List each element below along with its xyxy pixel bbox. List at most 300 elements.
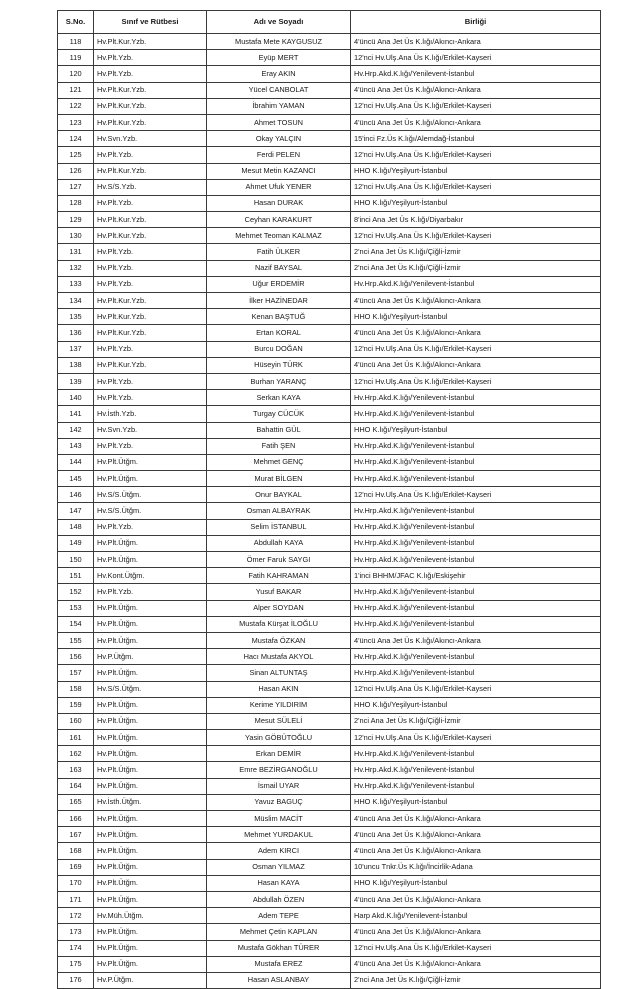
row-rank: Hv.Plt.Yzb. bbox=[94, 50, 207, 66]
row-number: 122 bbox=[58, 98, 94, 114]
row-name: Emre BEZİRGANOĞLU bbox=[207, 762, 351, 778]
row-rank: Hv.Plt.Ütğm. bbox=[94, 891, 207, 907]
row-name: Bahattin GÜL bbox=[207, 422, 351, 438]
row-rank: Hv.Plt.Ütğm. bbox=[94, 697, 207, 713]
table-row bbox=[58, 616, 601, 632]
row-number: 129 bbox=[58, 212, 94, 228]
row-name: Müslim MACİT bbox=[207, 811, 351, 827]
row-number: 150 bbox=[58, 552, 94, 568]
table-row bbox=[58, 778, 601, 794]
row-rank: Hv.Plt.Yzb. bbox=[94, 373, 207, 389]
row-unit: 4'üncü Ana Jet Üs K.lığı/Akıncı-Ankara bbox=[351, 82, 601, 98]
row-unit: 4'üncü Ana Jet Üs K.lığı/Akıncı-Ankara bbox=[351, 811, 601, 827]
row-number: 173 bbox=[58, 924, 94, 940]
row-name: Serkan KAYA bbox=[207, 390, 351, 406]
row-rank: Hv.Plt.Ütğm. bbox=[94, 875, 207, 891]
table-row bbox=[58, 762, 601, 778]
table-row bbox=[58, 972, 601, 988]
table-row bbox=[58, 891, 601, 907]
row-rank: Hv.Plt.Kur.Yzb. bbox=[94, 163, 207, 179]
personnel-table bbox=[57, 10, 601, 989]
row-name: Ferdi PELEN bbox=[207, 147, 351, 163]
row-unit: 8'inci Ana Jet Üs K.lığı/Diyarbakır bbox=[351, 212, 601, 228]
row-number: 149 bbox=[58, 535, 94, 551]
row-unit: 2'nci Ana Jet Üs K.lığı/Çiğli-İzmir bbox=[351, 972, 601, 988]
row-unit: 12'nci Hv.Ulş.Ana Üs K.lığı/Erkilet-Kayseri bbox=[351, 730, 601, 746]
row-number: 155 bbox=[58, 632, 94, 648]
row-rank: Hv.Plt.Kur.Yzb. bbox=[94, 114, 207, 130]
row-name: Mustafa Mete KAYGUSUZ bbox=[207, 34, 351, 50]
table-row bbox=[58, 34, 601, 50]
table-row bbox=[58, 163, 601, 179]
table-row bbox=[58, 471, 601, 487]
row-rank: Hv.Plt.Ütğm. bbox=[94, 843, 207, 859]
row-number: 175 bbox=[58, 956, 94, 972]
row-number: 119 bbox=[58, 50, 94, 66]
row-name: Mehmet GENÇ bbox=[207, 454, 351, 470]
row-number: 151 bbox=[58, 568, 94, 584]
header-row bbox=[58, 11, 601, 34]
row-unit: HHO K.lığı/Yeşilyurt-İstanbul bbox=[351, 875, 601, 891]
row-unit: 2'nci Ana Jet Üs K.lığı/Çiğli-İzmir bbox=[351, 244, 601, 260]
row-name: Mesut SÜLELİ bbox=[207, 713, 351, 729]
row-number: 138 bbox=[58, 357, 94, 373]
row-name: Ertan KORAL bbox=[207, 325, 351, 341]
row-number: 127 bbox=[58, 179, 94, 195]
row-number: 169 bbox=[58, 859, 94, 875]
row-rank: Hv.Plt.Ütğm. bbox=[94, 730, 207, 746]
table-row bbox=[58, 341, 601, 357]
row-number: 158 bbox=[58, 681, 94, 697]
row-number: 157 bbox=[58, 665, 94, 681]
row-rank: Hv.Plt.Ütğm. bbox=[94, 746, 207, 762]
table-row bbox=[58, 956, 601, 972]
table-row bbox=[58, 244, 601, 260]
row-unit: HHO K.lığı/Yeşilyurt-İstanbul bbox=[351, 697, 601, 713]
row-number: 163 bbox=[58, 762, 94, 778]
row-number: 140 bbox=[58, 390, 94, 406]
table-row bbox=[58, 66, 601, 82]
row-number: 171 bbox=[58, 891, 94, 907]
row-number: 161 bbox=[58, 730, 94, 746]
row-number: 146 bbox=[58, 487, 94, 503]
row-number: 131 bbox=[58, 244, 94, 260]
row-name: Osman ALBAYRAK bbox=[207, 503, 351, 519]
row-name: Mustafa EREZ bbox=[207, 956, 351, 972]
table-row bbox=[58, 924, 601, 940]
row-unit: 12'nci Hv.Ulş.Ana Üs K.lığı/Erkilet-Kayseri bbox=[351, 940, 601, 956]
table-row bbox=[58, 422, 601, 438]
row-unit: 4'üncü Ana Jet Üs K.lığı/Akıncı-Ankara bbox=[351, 924, 601, 940]
row-unit: 4'üncü Ana Jet Üs K.lığı/Akıncı-Ankara bbox=[351, 956, 601, 972]
row-name: Yücel CANBOLAT bbox=[207, 82, 351, 98]
row-unit: Hv.Hrp.Akd.K.lığı/Yenilevent-İstanbul bbox=[351, 762, 601, 778]
row-rank: Hv.Plt.Yzb. bbox=[94, 260, 207, 276]
table-row bbox=[58, 713, 601, 729]
row-unit: 12'nci Hv.Ulş.Ana Üs K.lığı/Erkilet-Kayseri bbox=[351, 50, 601, 66]
row-name: İlker HAZİNEDAR bbox=[207, 293, 351, 309]
row-rank: Hv.Müh.Ütğm. bbox=[94, 908, 207, 924]
row-name: İbrahim YAMAN bbox=[207, 98, 351, 114]
row-number: 176 bbox=[58, 972, 94, 988]
row-unit: 12'nci Hv.Ulş.Ana Üs K.lığı/Erkilet-Kayseri bbox=[351, 98, 601, 114]
row-name: Mehmet YURDAKUL bbox=[207, 827, 351, 843]
row-unit: 12'nci Hv.Ulş.Ana Üs K.lığı/Erkilet-Kayseri bbox=[351, 147, 601, 163]
row-rank: Hv.İsth.Yzb. bbox=[94, 406, 207, 422]
row-name: Hasan KAYA bbox=[207, 875, 351, 891]
table-row bbox=[58, 875, 601, 891]
row-rank: Hv.Plt.Ütğm. bbox=[94, 665, 207, 681]
row-name: Kerime YILDIRIM bbox=[207, 697, 351, 713]
table-row bbox=[58, 827, 601, 843]
row-name: Nazif BAYSAL bbox=[207, 260, 351, 276]
table-row bbox=[58, 730, 601, 746]
row-unit: 4'üncü Ana Jet Üs K.lığı/Akıncı-Ankara bbox=[351, 293, 601, 309]
row-rank: Hv.Plt.Ütğm. bbox=[94, 632, 207, 648]
row-name: Turgay CÜCÜK bbox=[207, 406, 351, 422]
row-unit: 12'nci Hv.Ulş.Ana Üs K.lığı/Erkilet-Kayseri bbox=[351, 681, 601, 697]
row-unit: 4'üncü Ana Jet Üs K.lığı/Akıncı-Ankara bbox=[351, 843, 601, 859]
row-unit: Hv.Hrp.Akd.K.lığı/Yenilevent-İstanbul bbox=[351, 665, 601, 681]
table-row bbox=[58, 859, 601, 875]
row-name: Fatih ŞEN bbox=[207, 438, 351, 454]
row-unit: 12'nci Hv.Ulş.Ana Üs K.lığı/Erkilet-Kayseri bbox=[351, 228, 601, 244]
table-row bbox=[58, 373, 601, 389]
row-unit: Hv.Hrp.Akd.K.lığı/Yenilevent-İstanbul bbox=[351, 406, 601, 422]
row-name: Uğur ERDEMİR bbox=[207, 276, 351, 292]
row-name: Mustafa Kürşat İLOĞLU bbox=[207, 616, 351, 632]
row-unit: Hv.Hrp.Akd.K.lığı/Yenilevent-İstanbul bbox=[351, 454, 601, 470]
table-row bbox=[58, 195, 601, 211]
row-rank: Hv.Plt.Ütğm. bbox=[94, 940, 207, 956]
row-name: Hasan AKIN bbox=[207, 681, 351, 697]
row-rank: Hv.P.Ütğm. bbox=[94, 972, 207, 988]
row-rank: Hv.Plt.Kur.Yzb. bbox=[94, 212, 207, 228]
table-row bbox=[58, 98, 601, 114]
row-number: 134 bbox=[58, 293, 94, 309]
row-number: 133 bbox=[58, 276, 94, 292]
row-name: Burcu DOĞAN bbox=[207, 341, 351, 357]
table-row bbox=[58, 179, 601, 195]
row-rank: Hv.Plt.Ütğm. bbox=[94, 859, 207, 875]
row-number: 135 bbox=[58, 309, 94, 325]
row-number: 174 bbox=[58, 940, 94, 956]
table-row bbox=[58, 632, 601, 648]
header-name: Adı ve Soyadı bbox=[207, 11, 351, 34]
row-number: 162 bbox=[58, 746, 94, 762]
row-number: 118 bbox=[58, 34, 94, 50]
row-unit: 12'nci Hv.Ulş.Ana Üs K.lığı/Erkilet-Kayseri bbox=[351, 179, 601, 195]
row-unit: 12'nci Hv.Ulş.Ana Üs K.lığı/Erkilet-Kayseri bbox=[351, 373, 601, 389]
row-number: 144 bbox=[58, 454, 94, 470]
row-number: 123 bbox=[58, 114, 94, 130]
row-rank: Hv.Plt.Ütğm. bbox=[94, 811, 207, 827]
row-rank: Hv.Plt.Kur.Yzb. bbox=[94, 82, 207, 98]
row-number: 165 bbox=[58, 794, 94, 810]
table-row bbox=[58, 276, 601, 292]
table-row bbox=[58, 147, 601, 163]
row-unit: Hv.Hrp.Akd.K.lığı/Yenilevent-İstanbul bbox=[351, 649, 601, 665]
row-rank: Hv.S/S.Ütğm. bbox=[94, 681, 207, 697]
row-unit: HHO K.lığı/Yeşilyurt-İstanbul bbox=[351, 422, 601, 438]
row-number: 132 bbox=[58, 260, 94, 276]
row-unit: HHO K.lığı/Yeşilyurt-İstanbul bbox=[351, 163, 601, 179]
row-rank: Hv.Plt.Ütğm. bbox=[94, 713, 207, 729]
row-number: 145 bbox=[58, 471, 94, 487]
row-unit: 4'üncü Ana Jet Üs K.lığı/Akıncı-Ankara bbox=[351, 827, 601, 843]
row-rank: Hv.Plt.Yzb. bbox=[94, 390, 207, 406]
row-name: Hüseyin TÜRK bbox=[207, 357, 351, 373]
table-row bbox=[58, 535, 601, 551]
row-rank: Hv.S/S.Yzb. bbox=[94, 179, 207, 195]
row-number: 120 bbox=[58, 66, 94, 82]
row-unit: 15'inci Fz.Üs K.lığı/Alemdağ-İstanbul bbox=[351, 131, 601, 147]
row-number: 126 bbox=[58, 163, 94, 179]
table-row bbox=[58, 131, 601, 147]
table-row bbox=[58, 438, 601, 454]
row-unit: Hv.Hrp.Akd.K.lığı/Yenilevent-İstanbul bbox=[351, 390, 601, 406]
row-unit: Hv.Hrp.Akd.K.lığı/Yenilevent-İstanbul bbox=[351, 584, 601, 600]
row-number: 170 bbox=[58, 875, 94, 891]
row-name: Alper SOYDAN bbox=[207, 600, 351, 616]
table-row bbox=[58, 293, 601, 309]
row-name: Eyüp MERT bbox=[207, 50, 351, 66]
row-number: 172 bbox=[58, 908, 94, 924]
row-rank: Hv.Plt.Yzb. bbox=[94, 341, 207, 357]
row-rank: Hv.Plt.Ütğm. bbox=[94, 471, 207, 487]
row-name: Murat BİLGEN bbox=[207, 471, 351, 487]
table-row bbox=[58, 697, 601, 713]
row-unit: Hv.Hrp.Akd.K.lığı/Yenilevent-İstanbul bbox=[351, 778, 601, 794]
row-rank: Hv.Plt.Ütğm. bbox=[94, 924, 207, 940]
row-name: Erkan DEMİR bbox=[207, 746, 351, 762]
row-unit: 10'uncu Tnkr.Üs K.lığı/İncirlik-Adana bbox=[351, 859, 601, 875]
row-rank: Hv.Svn.Yzb. bbox=[94, 422, 207, 438]
table-row bbox=[58, 908, 601, 924]
row-rank: Hv.Plt.Yzb. bbox=[94, 276, 207, 292]
row-rank: Hv.Plt.Yzb. bbox=[94, 195, 207, 211]
row-name: Ahmet Ufuk YENER bbox=[207, 179, 351, 195]
row-name: Mehmet Teoman KALMAZ bbox=[207, 228, 351, 244]
row-number: 156 bbox=[58, 649, 94, 665]
table-row bbox=[58, 600, 601, 616]
table-row bbox=[58, 309, 601, 325]
row-unit: 4'üncü Ana Jet Üs K.lığı/Akıncı-Ankara bbox=[351, 632, 601, 648]
table-row bbox=[58, 406, 601, 422]
row-number: 121 bbox=[58, 82, 94, 98]
row-number: 124 bbox=[58, 131, 94, 147]
table-row bbox=[58, 390, 601, 406]
row-unit: Hv.Hrp.Akd.K.lığı/Yenilevent-İstanbul bbox=[351, 471, 601, 487]
row-number: 137 bbox=[58, 341, 94, 357]
row-number: 136 bbox=[58, 325, 94, 341]
table-row bbox=[58, 487, 601, 503]
table-row bbox=[58, 746, 601, 762]
row-name: Adem TEPE bbox=[207, 908, 351, 924]
row-name: Burhan YARANÇ bbox=[207, 373, 351, 389]
row-name: Abdullah KAYA bbox=[207, 535, 351, 551]
row-name: Fatih KAHRAMAN bbox=[207, 568, 351, 584]
row-name: Adem KIRCI bbox=[207, 843, 351, 859]
table-row bbox=[58, 552, 601, 568]
row-rank: Hv.Plt.Ütğm. bbox=[94, 454, 207, 470]
table-row bbox=[58, 584, 601, 600]
table-row bbox=[58, 503, 601, 519]
header-no: S.No. bbox=[58, 11, 94, 34]
table-body bbox=[58, 34, 601, 989]
table-row bbox=[58, 649, 601, 665]
row-number: 125 bbox=[58, 147, 94, 163]
row-number: 160 bbox=[58, 713, 94, 729]
row-unit: Hv.Hrp.Akd.K.lığı/Yenilevent-İstanbul bbox=[351, 66, 601, 82]
row-name: Sinan ALTUNTAŞ bbox=[207, 665, 351, 681]
row-rank: Hv.S/S.Ütğm. bbox=[94, 503, 207, 519]
row-number: 141 bbox=[58, 406, 94, 422]
row-name: Okay YALÇIN bbox=[207, 131, 351, 147]
table-row bbox=[58, 260, 601, 276]
row-name: Kenan BAŞTUĞ bbox=[207, 309, 351, 325]
row-name: Abdullah ÖZEN bbox=[207, 891, 351, 907]
row-rank: Hv.Plt.Yzb. bbox=[94, 244, 207, 260]
row-name: Yusuf BAKAR bbox=[207, 584, 351, 600]
row-rank: Hv.Plt.Ütğm. bbox=[94, 778, 207, 794]
row-number: 143 bbox=[58, 438, 94, 454]
header-rank: Sınıf ve Rütbesi bbox=[94, 11, 207, 34]
table-row bbox=[58, 681, 601, 697]
row-name: Hasan DURAK bbox=[207, 195, 351, 211]
row-name: Mehmet Çetin KAPLAN bbox=[207, 924, 351, 940]
row-name: Hasan ASLANBAY bbox=[207, 972, 351, 988]
row-name: Eray AKIN bbox=[207, 66, 351, 82]
row-rank: Hv.Plt.Yzb. bbox=[94, 66, 207, 82]
row-rank: Hv.Plt.Kur.Yzb. bbox=[94, 309, 207, 325]
row-unit: 2'nci Ana Jet Üs K.lığı/Çiğli-İzmir bbox=[351, 260, 601, 276]
row-name: Fatih ÜLKER bbox=[207, 244, 351, 260]
row-unit: 2'nci Ana Jet Üs K.lığı/Çiğli-İzmir bbox=[351, 713, 601, 729]
row-name: Selim İSTANBUL bbox=[207, 519, 351, 535]
row-rank: Hv.Plt.Kur.Yzb. bbox=[94, 98, 207, 114]
row-rank: Hv.Plt.Ütğm. bbox=[94, 762, 207, 778]
row-rank: Hv.Plt.Kur.Yzb. bbox=[94, 34, 207, 50]
row-number: 164 bbox=[58, 778, 94, 794]
row-number: 166 bbox=[58, 811, 94, 827]
table-row bbox=[58, 454, 601, 470]
row-rank: Hv.Plt.Ütğm. bbox=[94, 827, 207, 843]
row-name: Hacı Mustafa AKYOL bbox=[207, 649, 351, 665]
row-rank: Hv.Plt.Yzb. bbox=[94, 438, 207, 454]
row-number: 139 bbox=[58, 373, 94, 389]
table-row bbox=[58, 665, 601, 681]
row-unit: 4'üncü Ana Jet Üs K.lığı/Akıncı-Ankara bbox=[351, 357, 601, 373]
row-number: 130 bbox=[58, 228, 94, 244]
row-unit: Hv.Hrp.Akd.K.lığı/Yenilevent-İstanbul bbox=[351, 600, 601, 616]
table-row bbox=[58, 212, 601, 228]
row-number: 154 bbox=[58, 616, 94, 632]
table-row bbox=[58, 114, 601, 130]
row-number: 153 bbox=[58, 600, 94, 616]
row-unit: HHO K.lığı/Yeşilyurt-İstanbul bbox=[351, 794, 601, 810]
row-name: Yavuz BAGUÇ bbox=[207, 794, 351, 810]
table-row bbox=[58, 811, 601, 827]
row-unit: Hv.Hrp.Akd.K.lığı/Yenilevent-İstanbul bbox=[351, 276, 601, 292]
row-unit: 1'inci BHHM/JFAC K.lığı/Eskişehir bbox=[351, 568, 601, 584]
row-unit: 4'üncü Ana Jet Üs K.lığı/Akıncı-Ankara bbox=[351, 891, 601, 907]
row-unit: 4'üncü Ana Jet Üs K.lığı/Akıncı-Ankara bbox=[351, 325, 601, 341]
row-unit: HHO K.lığı/Yeşilyurt-İstanbul bbox=[351, 195, 601, 211]
row-number: 128 bbox=[58, 195, 94, 211]
row-name: İsmail UYAR bbox=[207, 778, 351, 794]
row-unit: 12'nci Hv.Ulş.Ana Üs K.lığı/Erkilet-Kayseri bbox=[351, 341, 601, 357]
row-name: Onur BAYKAL bbox=[207, 487, 351, 503]
row-number: 147 bbox=[58, 503, 94, 519]
row-number: 159 bbox=[58, 697, 94, 713]
row-unit: Hv.Hrp.Akd.K.lığı/Yenilevent-İstanbul bbox=[351, 746, 601, 762]
table-row bbox=[58, 325, 601, 341]
row-rank: Hv.Plt.Yzb. bbox=[94, 519, 207, 535]
table-row bbox=[58, 82, 601, 98]
row-name: Mustafa ÖZKAN bbox=[207, 632, 351, 648]
row-rank: Hv.Plt.Ütğm. bbox=[94, 600, 207, 616]
header-unit: Birliği bbox=[351, 11, 601, 34]
row-rank: Hv.Plt.Kur.Yzb. bbox=[94, 228, 207, 244]
row-name: Ceyhan KARAKURT bbox=[207, 212, 351, 228]
table-row bbox=[58, 228, 601, 244]
row-rank: Hv.Plt.Kur.Yzb. bbox=[94, 357, 207, 373]
row-unit: HHO K.lığı/Yeşilyurt-İstanbul bbox=[351, 309, 601, 325]
row-name: Ömer Faruk SAYGI bbox=[207, 552, 351, 568]
row-unit: Hv.Hrp.Akd.K.lığı/Yenilevent-İstanbul bbox=[351, 503, 601, 519]
row-rank: Hv.Plt.Ütğm. bbox=[94, 616, 207, 632]
row-unit: Harp Akd.K.lığı/Yenilevent-İstanbul bbox=[351, 908, 601, 924]
table-row bbox=[58, 357, 601, 373]
row-number: 168 bbox=[58, 843, 94, 859]
row-unit: 12'nci Hv.Ulş.Ana Üs K.lığı/Erkilet-Kayseri bbox=[351, 487, 601, 503]
row-number: 148 bbox=[58, 519, 94, 535]
row-rank: Hv.Plt.Ütğm. bbox=[94, 552, 207, 568]
table-row bbox=[58, 794, 601, 810]
row-name: Osman YILMAZ bbox=[207, 859, 351, 875]
row-rank: Hv.Kont.Ütğm. bbox=[94, 568, 207, 584]
row-unit: Hv.Hrp.Akd.K.lığı/Yenilevent-İstanbul bbox=[351, 552, 601, 568]
row-number: 142 bbox=[58, 422, 94, 438]
row-rank: Hv.Plt.Yzb. bbox=[94, 584, 207, 600]
table-row bbox=[58, 940, 601, 956]
row-unit: Hv.Hrp.Akd.K.lığı/Yenilevent-İstanbul bbox=[351, 438, 601, 454]
table-row bbox=[58, 519, 601, 535]
row-name: Ahmet TOSUN bbox=[207, 114, 351, 130]
row-name: Mustafa Gökhan TÜRER bbox=[207, 940, 351, 956]
table-row bbox=[58, 50, 601, 66]
row-unit: 4'üncü Ana Jet Üs K.lığı/Akıncı-Ankara bbox=[351, 114, 601, 130]
row-number: 167 bbox=[58, 827, 94, 843]
row-rank: Hv.Plt.Kur.Yzb. bbox=[94, 325, 207, 341]
row-name: Yasin GÖBÜTOĞLU bbox=[207, 730, 351, 746]
row-unit: 4'üncü Ana Jet Üs K.lığı/Akıncı-Ankara bbox=[351, 34, 601, 50]
table-row bbox=[58, 843, 601, 859]
row-unit: Hv.Hrp.Akd.K.lığı/Yenilevent-İstanbul bbox=[351, 535, 601, 551]
row-rank: Hv.Plt.Kur.Yzb. bbox=[94, 293, 207, 309]
row-unit: Hv.Hrp.Akd.K.lığı/Yenilevent-İstanbul bbox=[351, 519, 601, 535]
row-rank: Hv.S/S.Ütğm. bbox=[94, 487, 207, 503]
row-rank: Hv.Plt.Yzb. bbox=[94, 147, 207, 163]
table-header bbox=[58, 11, 601, 34]
row-rank: Hv.Svn.Yzb. bbox=[94, 131, 207, 147]
row-rank: Hv.Plt.Ütğm. bbox=[94, 535, 207, 551]
row-rank: Hv.Plt.Ütğm. bbox=[94, 956, 207, 972]
row-rank: Hv.İsth.Ütğm. bbox=[94, 794, 207, 810]
row-number: 152 bbox=[58, 584, 94, 600]
table-row bbox=[58, 568, 601, 584]
